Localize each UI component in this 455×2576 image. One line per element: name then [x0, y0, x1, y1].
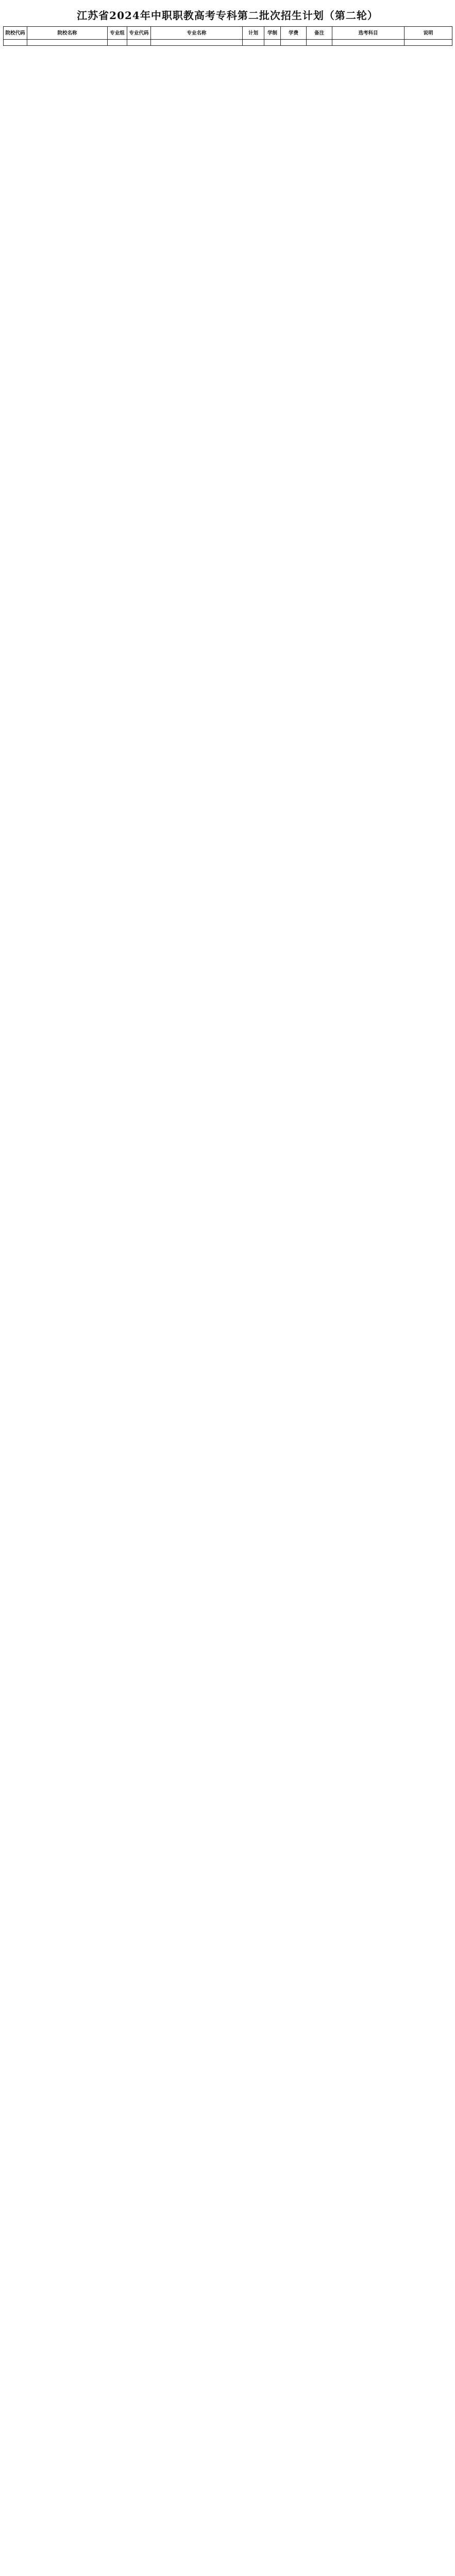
- col-header: 院校名称: [27, 27, 108, 40]
- table-cell: [4, 40, 27, 46]
- table-cell: [127, 40, 151, 46]
- col-header: 计划: [243, 27, 264, 40]
- col-header: 说明: [405, 27, 452, 40]
- table-cell: [307, 40, 332, 46]
- table-cell: [151, 40, 243, 46]
- col-header: 院校代码: [4, 27, 27, 40]
- plan-table: [3, 26, 452, 46]
- page: [0, 0, 455, 51]
- table-cell: [405, 40, 452, 46]
- table-cell: [332, 40, 405, 46]
- table-cell: [108, 40, 127, 46]
- col-header: 学制: [264, 27, 281, 40]
- col-header: 选考科目: [332, 27, 405, 40]
- col-header: 学费: [281, 27, 307, 40]
- page-title: 江苏省2024年中职职教高考专科第二批次招生计划（第二轮）: [77, 9, 378, 22]
- table-cell: [243, 40, 264, 46]
- table-body: [4, 40, 452, 46]
- col-header: 备注: [307, 27, 332, 40]
- col-header: 专业代码: [127, 27, 151, 40]
- table-cell: [264, 40, 281, 46]
- col-header: 专业名称: [151, 27, 243, 40]
- table-cell: [281, 40, 307, 46]
- header-row: [4, 27, 452, 40]
- table-cell: [27, 40, 108, 46]
- col-header: 专业组: [108, 27, 127, 40]
- table-row: [4, 40, 452, 46]
